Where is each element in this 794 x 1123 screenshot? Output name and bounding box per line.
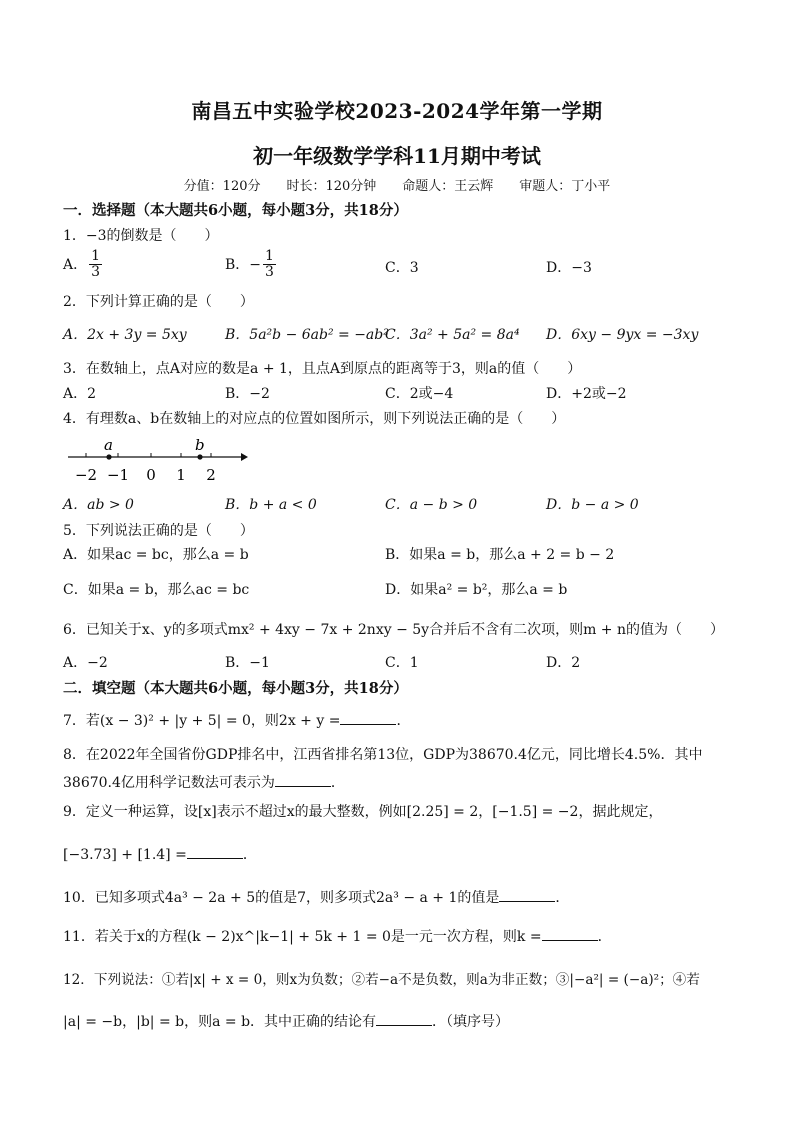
- q10-end: ．: [555, 890, 570, 906]
- q1-b-num: 1: [265, 248, 274, 264]
- q8-text: 38670.4亿用科学记数法可表示为: [63, 775, 275, 791]
- q4-option-a: A．ab > 0: [63, 497, 134, 513]
- q1-b-fraction: [263, 249, 276, 281]
- q2-option-c: C．3a² + 5a² = 8a⁴: [385, 327, 520, 343]
- q6-option-a: A．−2: [63, 655, 108, 671]
- point-a: [106, 454, 111, 459]
- tick-label: 1: [176, 466, 186, 484]
- q6-option-d: D．2: [546, 655, 581, 671]
- q3-option-a: A．2: [63, 386, 97, 402]
- tick-label: −1: [106, 466, 130, 484]
- q12-line1: 12．下列说法：①若|x| + x = 0，则x为负数；②若−a不是负数，则a为非正数；③|−a²| = (−a)²；④若: [63, 972, 700, 988]
- section1-heading: 一．选择题（本大题共6小题，每小题3分，共18分）: [63, 202, 408, 219]
- q10-text: 10．已知多项式4a³ − 2a + 5的值是7，则多项式2a³ − a + 1的值是: [63, 890, 500, 906]
- point-b-label: b: [195, 437, 205, 454]
- point-a-label: a: [104, 437, 113, 454]
- q9-answer-blank[interactable]: [187, 844, 243, 859]
- q4-option-b: B．b + a < 0: [225, 497, 317, 513]
- q7: [63, 710, 410, 730]
- q1-b-label: B．−: [225, 256, 262, 273]
- q12-end: ．（填序号）: [432, 1014, 510, 1030]
- q4-option-c: C．a − b > 0: [385, 497, 478, 513]
- q9-line2: [63, 844, 257, 864]
- q11-end: ．: [597, 929, 612, 945]
- q3-stem: 3．在数轴上，点A对应的数是a + 1，且点A到原点的距离等于3，则a的值（ ）: [63, 361, 582, 377]
- q1-option-c: C．3: [385, 260, 419, 276]
- q1-option-b: [225, 249, 278, 281]
- q5-option-d: D．如果a² = b²，那么a = b: [385, 582, 568, 598]
- q12-answer-blank[interactable]: [376, 1011, 432, 1026]
- q3-option-c: C．2或−4: [385, 386, 454, 402]
- point-b: [197, 454, 202, 459]
- q10-answer-blank[interactable]: [499, 887, 555, 902]
- q1-a-num: 1: [91, 248, 101, 264]
- q2-option-a: A．2x + 3y = 5xy: [63, 327, 187, 343]
- q9-line1: 9．定义一种运算，设[x]表示不超过x的最大整数，例如[2.25] = 2，[−1.5] = −2，据此规定，: [63, 804, 663, 820]
- q1-a-fraction: [89, 249, 102, 281]
- q1-option-a: [63, 249, 104, 281]
- q6-stem: 6．已知关于x、y的多项式mx² + 4xy − 7x + 2nxy − 5y合并后不含有二次项，则m + n的值为（ ）: [63, 622, 724, 638]
- q4-option-d: D．b − a > 0: [546, 497, 639, 513]
- q8-end: ．: [330, 775, 345, 791]
- q7-answer-blank[interactable]: [340, 710, 396, 725]
- tick-label: 0: [146, 466, 156, 484]
- exam-title: 南昌五中实验学校2023-2024学年第一学期: [191, 99, 603, 123]
- q9-end: ．: [242, 847, 257, 863]
- q6-option-c: C．1: [385, 655, 419, 671]
- number-line-figure: [63, 437, 248, 487]
- q3-option-d: D．+2或−2: [546, 386, 627, 402]
- q8-line1: 8．在2022年全国省份GDP排名中，江西省排名第13位，GDP为38670.4亿元，同比增长4.5%．其中: [63, 747, 703, 763]
- q8-answer-blank[interactable]: [275, 772, 331, 787]
- q2-option-d: D．6xy − 9yx = −3xy: [546, 327, 699, 343]
- q7-end: ．: [396, 713, 411, 729]
- q4-stem: 4．有理数a、b在数轴上的对应点的位置如图所示，则下列说法正确的是（ ）: [63, 411, 566, 427]
- section2-heading: 二．填空题（本大题共6小题，每小题3分，共18分）: [63, 680, 408, 697]
- q12-line2: [63, 1011, 509, 1031]
- q3-option-b: B．−2: [225, 386, 270, 402]
- exam-subtitle: 初一年级数学学科11月期中考试: [253, 144, 541, 168]
- q11: [63, 926, 612, 946]
- q1-option-d: D．−3: [546, 260, 592, 276]
- q10: [63, 887, 569, 907]
- q1-stem: 1．−3的倒数是（ ）: [63, 228, 219, 244]
- q11-text: 11．若关于x的方程(k − 2)x^|k−1| + 5k + 1 = 0是一元一次方程，则k =: [63, 929, 542, 945]
- q12-text: |a| = −b，|b| = b，则a = b．其中正确的结论有: [63, 1014, 377, 1030]
- q2-stem: 2．下列计算正确的是（ ）: [63, 294, 254, 310]
- q5-stem: 5．下列说法正确的是（ ）: [63, 523, 254, 539]
- exam-info: 分值：120分 时长：120分钟 命题人：王云辉 审题人：丁小平: [183, 179, 611, 194]
- q1-a-den: 3: [91, 264, 101, 281]
- number-line-arrow: [241, 453, 248, 461]
- q5-option-a: A．如果ac = bc，那么a = b: [63, 547, 249, 563]
- tick-label: 2: [206, 466, 216, 484]
- q5-option-c: C．如果a = b，那么ac = bc: [63, 582, 250, 598]
- q5-option-b: B．如果a = b，那么a + 2 = b − 2: [385, 547, 615, 563]
- q9-text: [−3.73] + [1.4] =: [63, 847, 187, 863]
- q2-option-b: B．5a²b − 6ab² = −ab²: [225, 327, 389, 343]
- q7-text: 7．若(x − 3)² + |y + 5| = 0，则2x + y =: [63, 713, 341, 729]
- q1-a-label: A．: [63, 256, 88, 273]
- q11-answer-blank[interactable]: [542, 926, 598, 941]
- q8-line2: [63, 772, 345, 792]
- q6-option-b: B．−1: [225, 655, 270, 671]
- tick-label: −2: [74, 466, 98, 484]
- q1-b-den: 3: [265, 264, 274, 281]
